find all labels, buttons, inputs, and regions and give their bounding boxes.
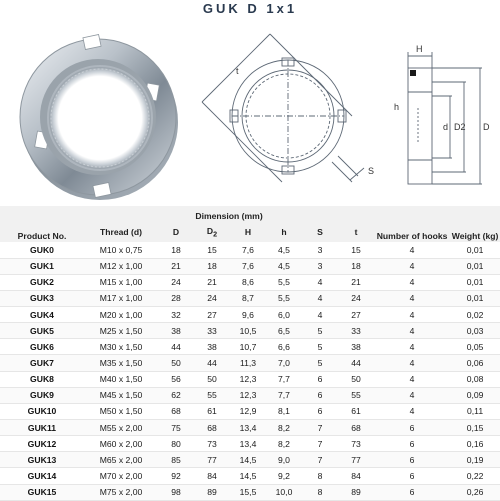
cell-D2: 44 <box>194 355 230 371</box>
cell-h: 6,5 <box>266 323 302 339</box>
cell-weight: 0,08 <box>450 371 500 387</box>
cell-H: 12,9 <box>230 403 266 419</box>
cell-product: GUK14 <box>0 468 84 484</box>
cell-h: 10,0 <box>266 484 302 500</box>
cell-H: 12,3 <box>230 371 266 387</box>
header-dimension-group: Dimension (mm) <box>84 206 374 222</box>
cell-weight: 0,22 <box>450 468 500 484</box>
table-row <box>0 436 500 452</box>
cell-product: GUK12 <box>0 436 84 452</box>
cell-hooks: 6 <box>374 420 450 436</box>
cell-product: GUK9 <box>0 387 84 403</box>
cell-t: 33 <box>338 323 374 339</box>
cell-D: 21 <box>158 258 194 274</box>
cell-t: 21 <box>338 274 374 290</box>
header-product: Product No. <box>0 206 84 242</box>
cell-D: 28 <box>158 290 194 306</box>
front-view-diagram <box>192 12 382 204</box>
cell-hooks: 4 <box>374 290 450 306</box>
cell-S: 5 <box>302 339 338 355</box>
cell-D2: 61 <box>194 403 230 419</box>
cell-D: 38 <box>158 323 194 339</box>
cell-product: GUK7 <box>0 355 84 371</box>
cell-t: 55 <box>338 387 374 403</box>
cell-hooks: 4 <box>374 323 450 339</box>
cell-weight: 0,06 <box>450 355 500 371</box>
cell-thread: M20 x 1,00 <box>84 307 158 323</box>
cell-D2: 18 <box>194 258 230 274</box>
cell-S: 3 <box>302 258 338 274</box>
cell-product: GUK5 <box>0 323 84 339</box>
cell-S: 7 <box>302 436 338 452</box>
cell-D: 85 <box>158 452 194 468</box>
cell-h: 7,7 <box>266 371 302 387</box>
cell-t: 77 <box>338 452 374 468</box>
section-body <box>408 68 432 184</box>
table-body <box>0 242 500 500</box>
table-row <box>0 420 500 436</box>
cell-hooks: 6 <box>374 468 450 484</box>
cell-S: 8 <box>302 468 338 484</box>
label-s: S <box>368 166 375 176</box>
label-hook-height: h <box>394 102 400 112</box>
cell-thread: M75 x 2,00 <box>84 484 158 500</box>
cell-weight: 0,01 <box>450 274 500 290</box>
page-title <box>0 0 500 16</box>
cell-h: 5,5 <box>266 274 302 290</box>
cell-product: GUK13 <box>0 452 84 468</box>
cell-weight: 0,19 <box>450 452 500 468</box>
header-d-outer: D <box>158 222 194 242</box>
cell-product: GUK8 <box>0 371 84 387</box>
cell-t: 24 <box>338 290 374 306</box>
cell-thread: M25 x 1,50 <box>84 323 158 339</box>
cell-D: 32 <box>158 307 194 323</box>
header-weight: Weight (kg) <box>450 206 500 242</box>
table-row <box>0 323 500 339</box>
cell-h: 6,6 <box>266 339 302 355</box>
cell-product: GUK2 <box>0 274 84 290</box>
cell-D: 56 <box>158 371 194 387</box>
lock-nut-illustration <box>8 12 188 204</box>
cell-product: GUK11 <box>0 420 84 436</box>
cell-H: 9,6 <box>230 307 266 323</box>
cell-weight: 0,05 <box>450 339 500 355</box>
cell-t: 27 <box>338 307 374 323</box>
header-thread: Thread (d) <box>84 222 158 242</box>
cell-t: 61 <box>338 403 374 419</box>
table-row <box>0 290 500 306</box>
cell-h: 6,0 <box>266 307 302 323</box>
cell-weight: 0,02 <box>450 307 500 323</box>
cell-thread: M70 x 2,00 <box>84 468 158 484</box>
cell-D2: 38 <box>194 339 230 355</box>
header-h-width: H <box>230 222 266 242</box>
label-d2: D2 <box>454 122 466 132</box>
cell-h: 4,5 <box>266 242 302 258</box>
cell-t: 38 <box>338 339 374 355</box>
cell-h: 8,2 <box>266 420 302 436</box>
cell-D2: 33 <box>194 323 230 339</box>
table-row <box>0 242 500 258</box>
cell-D2: 77 <box>194 452 230 468</box>
cell-t: 68 <box>338 420 374 436</box>
cell-D2: 21 <box>194 274 230 290</box>
header-hooks: Number of hooks <box>374 206 450 242</box>
cell-h: 7,7 <box>266 387 302 403</box>
cell-D: 62 <box>158 387 194 403</box>
cell-D2: 24 <box>194 290 230 306</box>
cell-thread: M45 x 1,50 <box>84 387 158 403</box>
cell-D: 75 <box>158 420 194 436</box>
cell-D: 98 <box>158 484 194 500</box>
label-t: t <box>236 66 239 76</box>
cell-thread: M15 x 1,00 <box>84 274 158 290</box>
cell-weight: 0,16 <box>450 436 500 452</box>
cell-hooks: 6 <box>374 484 450 500</box>
cell-S: 4 <box>302 307 338 323</box>
cell-S: 8 <box>302 484 338 500</box>
cell-t: 15 <box>338 242 374 258</box>
cell-h: 7,0 <box>266 355 302 371</box>
side-view-drawing <box>388 12 496 204</box>
cell-weight: 0,09 <box>450 387 500 403</box>
label-d-outer: D <box>483 122 490 132</box>
table-row <box>0 355 500 371</box>
cell-product: GUK3 <box>0 290 84 306</box>
cell-H: 7,6 <box>230 242 266 258</box>
cell-thread: M30 x 1,50 <box>84 339 158 355</box>
cell-product: GUK4 <box>0 307 84 323</box>
cell-hooks: 4 <box>374 258 450 274</box>
cell-hooks: 4 <box>374 355 450 371</box>
cell-H: 13,4 <box>230 420 266 436</box>
cell-S: 5 <box>302 355 338 371</box>
cell-D2: 84 <box>194 468 230 484</box>
cell-h: 9,2 <box>266 468 302 484</box>
cell-S: 6 <box>302 403 338 419</box>
cell-h: 4,5 <box>266 258 302 274</box>
table-row <box>0 371 500 387</box>
cell-D: 24 <box>158 274 194 290</box>
page-title-text: GUK D 1x1 <box>202 1 298 16</box>
cell-thread: M35 x 1,50 <box>84 355 158 371</box>
cell-weight: 0,01 <box>450 290 500 306</box>
table-row <box>0 339 500 355</box>
cell-D2: 68 <box>194 420 230 436</box>
cell-H: 15,5 <box>230 484 266 500</box>
header-t: t <box>338 222 374 242</box>
cell-h: 8,2 <box>266 436 302 452</box>
cell-D: 92 <box>158 468 194 484</box>
cell-thread: M10 x 0,75 <box>84 242 158 258</box>
cell-hooks: 6 <box>374 436 450 452</box>
cell-H: 12,3 <box>230 387 266 403</box>
table-row <box>0 403 500 419</box>
cell-D: 44 <box>158 339 194 355</box>
cell-D2: 50 <box>194 371 230 387</box>
cell-D: 18 <box>158 242 194 258</box>
cell-H: 13,4 <box>230 436 266 452</box>
cell-weight: 0,01 <box>450 258 500 274</box>
cell-weight: 0,15 <box>450 420 500 436</box>
cell-thread: M60 x 2,00 <box>84 436 158 452</box>
cell-D: 68 <box>158 403 194 419</box>
cell-product: GUK1 <box>0 258 84 274</box>
cell-S: 3 <box>302 242 338 258</box>
cell-thread: M17 x 1,00 <box>84 290 158 306</box>
dimension-table <box>0 206 500 501</box>
table-row <box>0 274 500 290</box>
label-h-width: H <box>416 44 423 54</box>
cell-hooks: 4 <box>374 371 450 387</box>
cell-thread: M65 x 2,00 <box>84 452 158 468</box>
cell-thread: M12 x 1,00 <box>84 258 158 274</box>
cell-D2: 15 <box>194 242 230 258</box>
cell-S: 6 <box>302 371 338 387</box>
cell-D: 50 <box>158 355 194 371</box>
cell-hooks: 4 <box>374 403 450 419</box>
cell-S: 4 <box>302 274 338 290</box>
side-view-diagram <box>388 12 496 204</box>
table-row <box>0 307 500 323</box>
header-h-hook: h <box>266 222 302 242</box>
cell-weight: 0,26 <box>450 484 500 500</box>
table-row <box>0 452 500 468</box>
cell-product: GUK0 <box>0 242 84 258</box>
cell-weight: 0,11 <box>450 403 500 419</box>
cell-S: 6 <box>302 387 338 403</box>
cell-S: 4 <box>302 290 338 306</box>
cell-hooks: 4 <box>374 242 450 258</box>
cell-weight: 0,03 <box>450 323 500 339</box>
header-s: S <box>302 222 338 242</box>
header-d2: $D_2$ <box>194 222 230 242</box>
cell-H: 14,5 <box>230 468 266 484</box>
cell-hooks: 4 <box>374 339 450 355</box>
table-row <box>0 258 500 274</box>
cell-t: 73 <box>338 436 374 452</box>
cell-H: 10,5 <box>230 323 266 339</box>
cell-D: 80 <box>158 436 194 452</box>
cell-H: 7,6 <box>230 258 266 274</box>
lock-nut-photo <box>8 12 188 204</box>
cell-D2: 89 <box>194 484 230 500</box>
cell-thread: M50 x 1,50 <box>84 403 158 419</box>
cell-D2: 27 <box>194 307 230 323</box>
cell-t: 44 <box>338 355 374 371</box>
cell-t: 84 <box>338 468 374 484</box>
cell-weight: 0,01 <box>450 242 500 258</box>
cell-D2: 55 <box>194 387 230 403</box>
cell-thread: M40 x 1,50 <box>84 371 158 387</box>
cell-H: 14,5 <box>230 452 266 468</box>
cell-h: 8,1 <box>266 403 302 419</box>
cell-H: 8,6 <box>230 274 266 290</box>
cell-t: 89 <box>338 484 374 500</box>
cell-S: 7 <box>302 420 338 436</box>
cell-product: GUK10 <box>0 403 84 419</box>
table-row <box>0 484 500 500</box>
cell-t: 50 <box>338 371 374 387</box>
cell-hooks: 6 <box>374 452 450 468</box>
front-view-drawing <box>192 12 382 204</box>
cell-H: 11,3 <box>230 355 266 371</box>
cell-product: GUK15 <box>0 484 84 500</box>
cell-h: 9,0 <box>266 452 302 468</box>
table-row <box>0 387 500 403</box>
cell-S: 5 <box>302 323 338 339</box>
cell-hooks: 4 <box>374 274 450 290</box>
cell-thread: M55 x 2,00 <box>84 420 158 436</box>
cell-h: 5,5 <box>266 290 302 306</box>
label-d: d <box>443 122 449 132</box>
cell-H: 10,7 <box>230 339 266 355</box>
cell-t: 18 <box>338 258 374 274</box>
cell-hooks: 4 <box>374 387 450 403</box>
cell-D2: 73 <box>194 436 230 452</box>
cell-product: GUK6 <box>0 339 84 355</box>
cell-S: 7 <box>302 452 338 468</box>
cell-H: 8,7 <box>230 290 266 306</box>
cell-hooks: 4 <box>374 307 450 323</box>
table-row <box>0 468 500 484</box>
